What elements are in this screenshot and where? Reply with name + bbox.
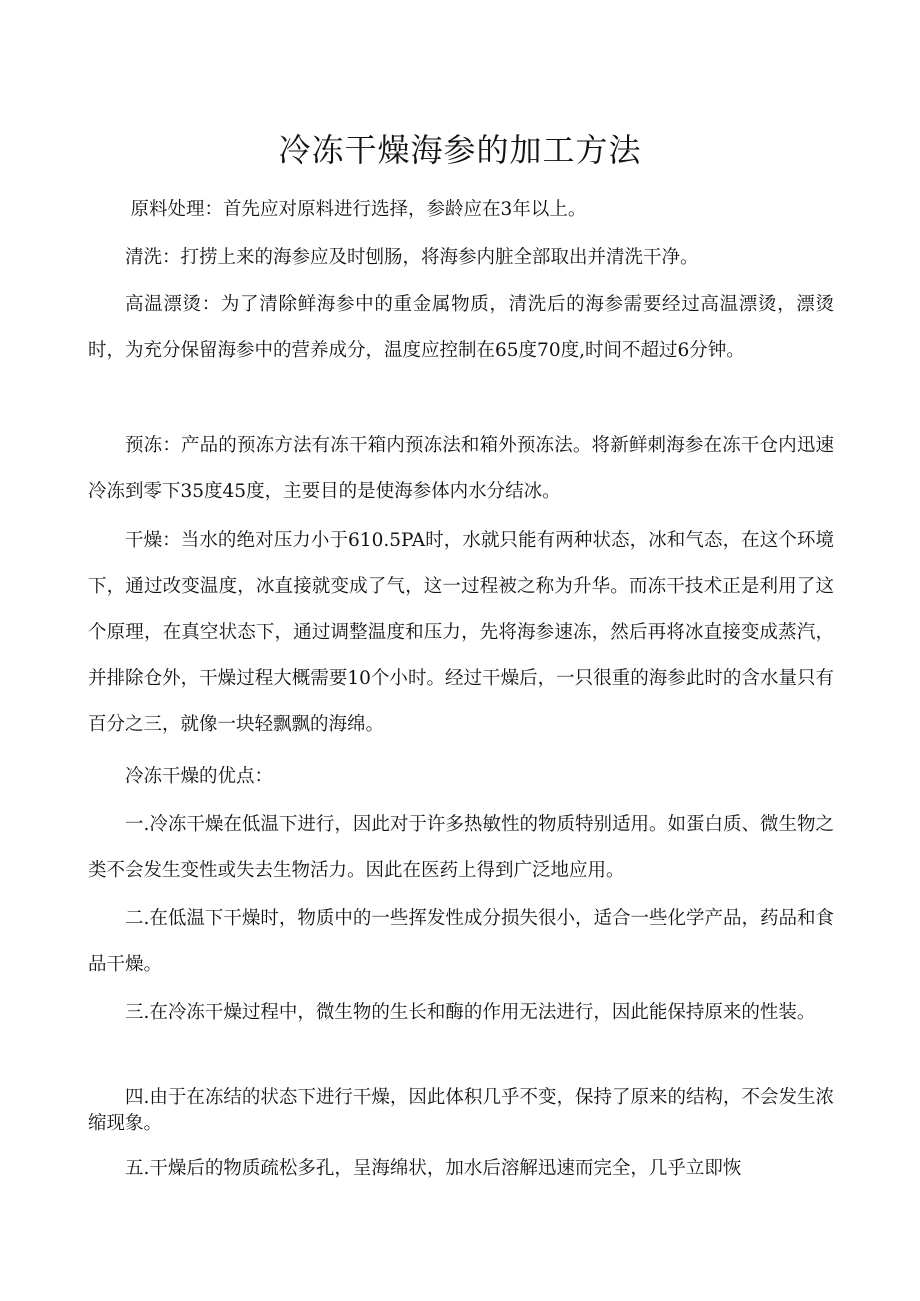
document-title: 冷冻干燥海参的加工方法 — [278, 131, 642, 169]
paragraph-blanching: 高温漂烫：为了清除鲜海参中的重金属物质，清洗后的海参需要经过高温漂烫，漂烫时，为充分保留海参中的营养成分，温度应控制在65度70度,时间不超过6分钟。 — [88, 294, 834, 361]
paragraph-advantages-heading: 冷冻干燥的优点： — [125, 766, 274, 787]
paragraph-drying: 干燥：当水的绝对压力小于610.5PA时，水就只能有两种状态，冰和气态，在这个环境下，通过改变温度，冰直接就变成了气，这一过程被之称为升华。而冻干技术正是利用了这个原理，在真空状态下，通过调整温度和压力，先将海参速冻，然后再将冰直接变成蒸汽，并排除仓外，干燥过程大概需要10个小时。经过干燥后，一只很重的海参此时的含水量只有百分之三，就像一块轻飘飘的海绵。 — [88, 530, 834, 735]
paragraph-advantage-2: 二.在低温下干燥时，物质中的一些挥发性成分损失很小，适合一些化学产品，药品和食品干燥。 — [88, 908, 834, 975]
paragraph-advantage-3: 三.在冷冻干燥过程中，微生物的生长和酶的作用无法进行，因此能保持原来的性装。 — [125, 1002, 816, 1023]
paragraph-prefreezing: 预冻：产品的预冻方法有冻干箱内预冻法和箱外预冻法。将新鲜刺海参在冻干仓内迅速冷冻到零下35度45度，主要目的是使海参体内水分结冰。 — [88, 435, 834, 502]
paragraph-advantage-1: 一.冷冻干燥在低温下进行，因此对于许多热敏性的物质特别适用。如蛋白质、微生物之类不会发生变性或失去生物活力。因此在医药上得到广泛地应用。 — [88, 814, 834, 881]
paragraph-advantage-5: 五.干燥后的物质疏松多孔，呈海绵状，加水后溶解迅速而完全，几乎立即恢 — [125, 1158, 742, 1179]
paragraph-cleaning: 清洗：打捞上来的海参应及时刨肠，将海参内脏全部取出并清洗干净。 — [125, 247, 699, 268]
paragraph-raw-material: 原料处理：首先应对原料进行选择，参龄应在3年以上。 — [130, 199, 587, 220]
paragraph-advantage-4: 四.由于在冻结的状态下进行干燥，因此体积几乎不变，保持了原来的结构，不会发生浓缩现象。 — [88, 1087, 834, 1134]
